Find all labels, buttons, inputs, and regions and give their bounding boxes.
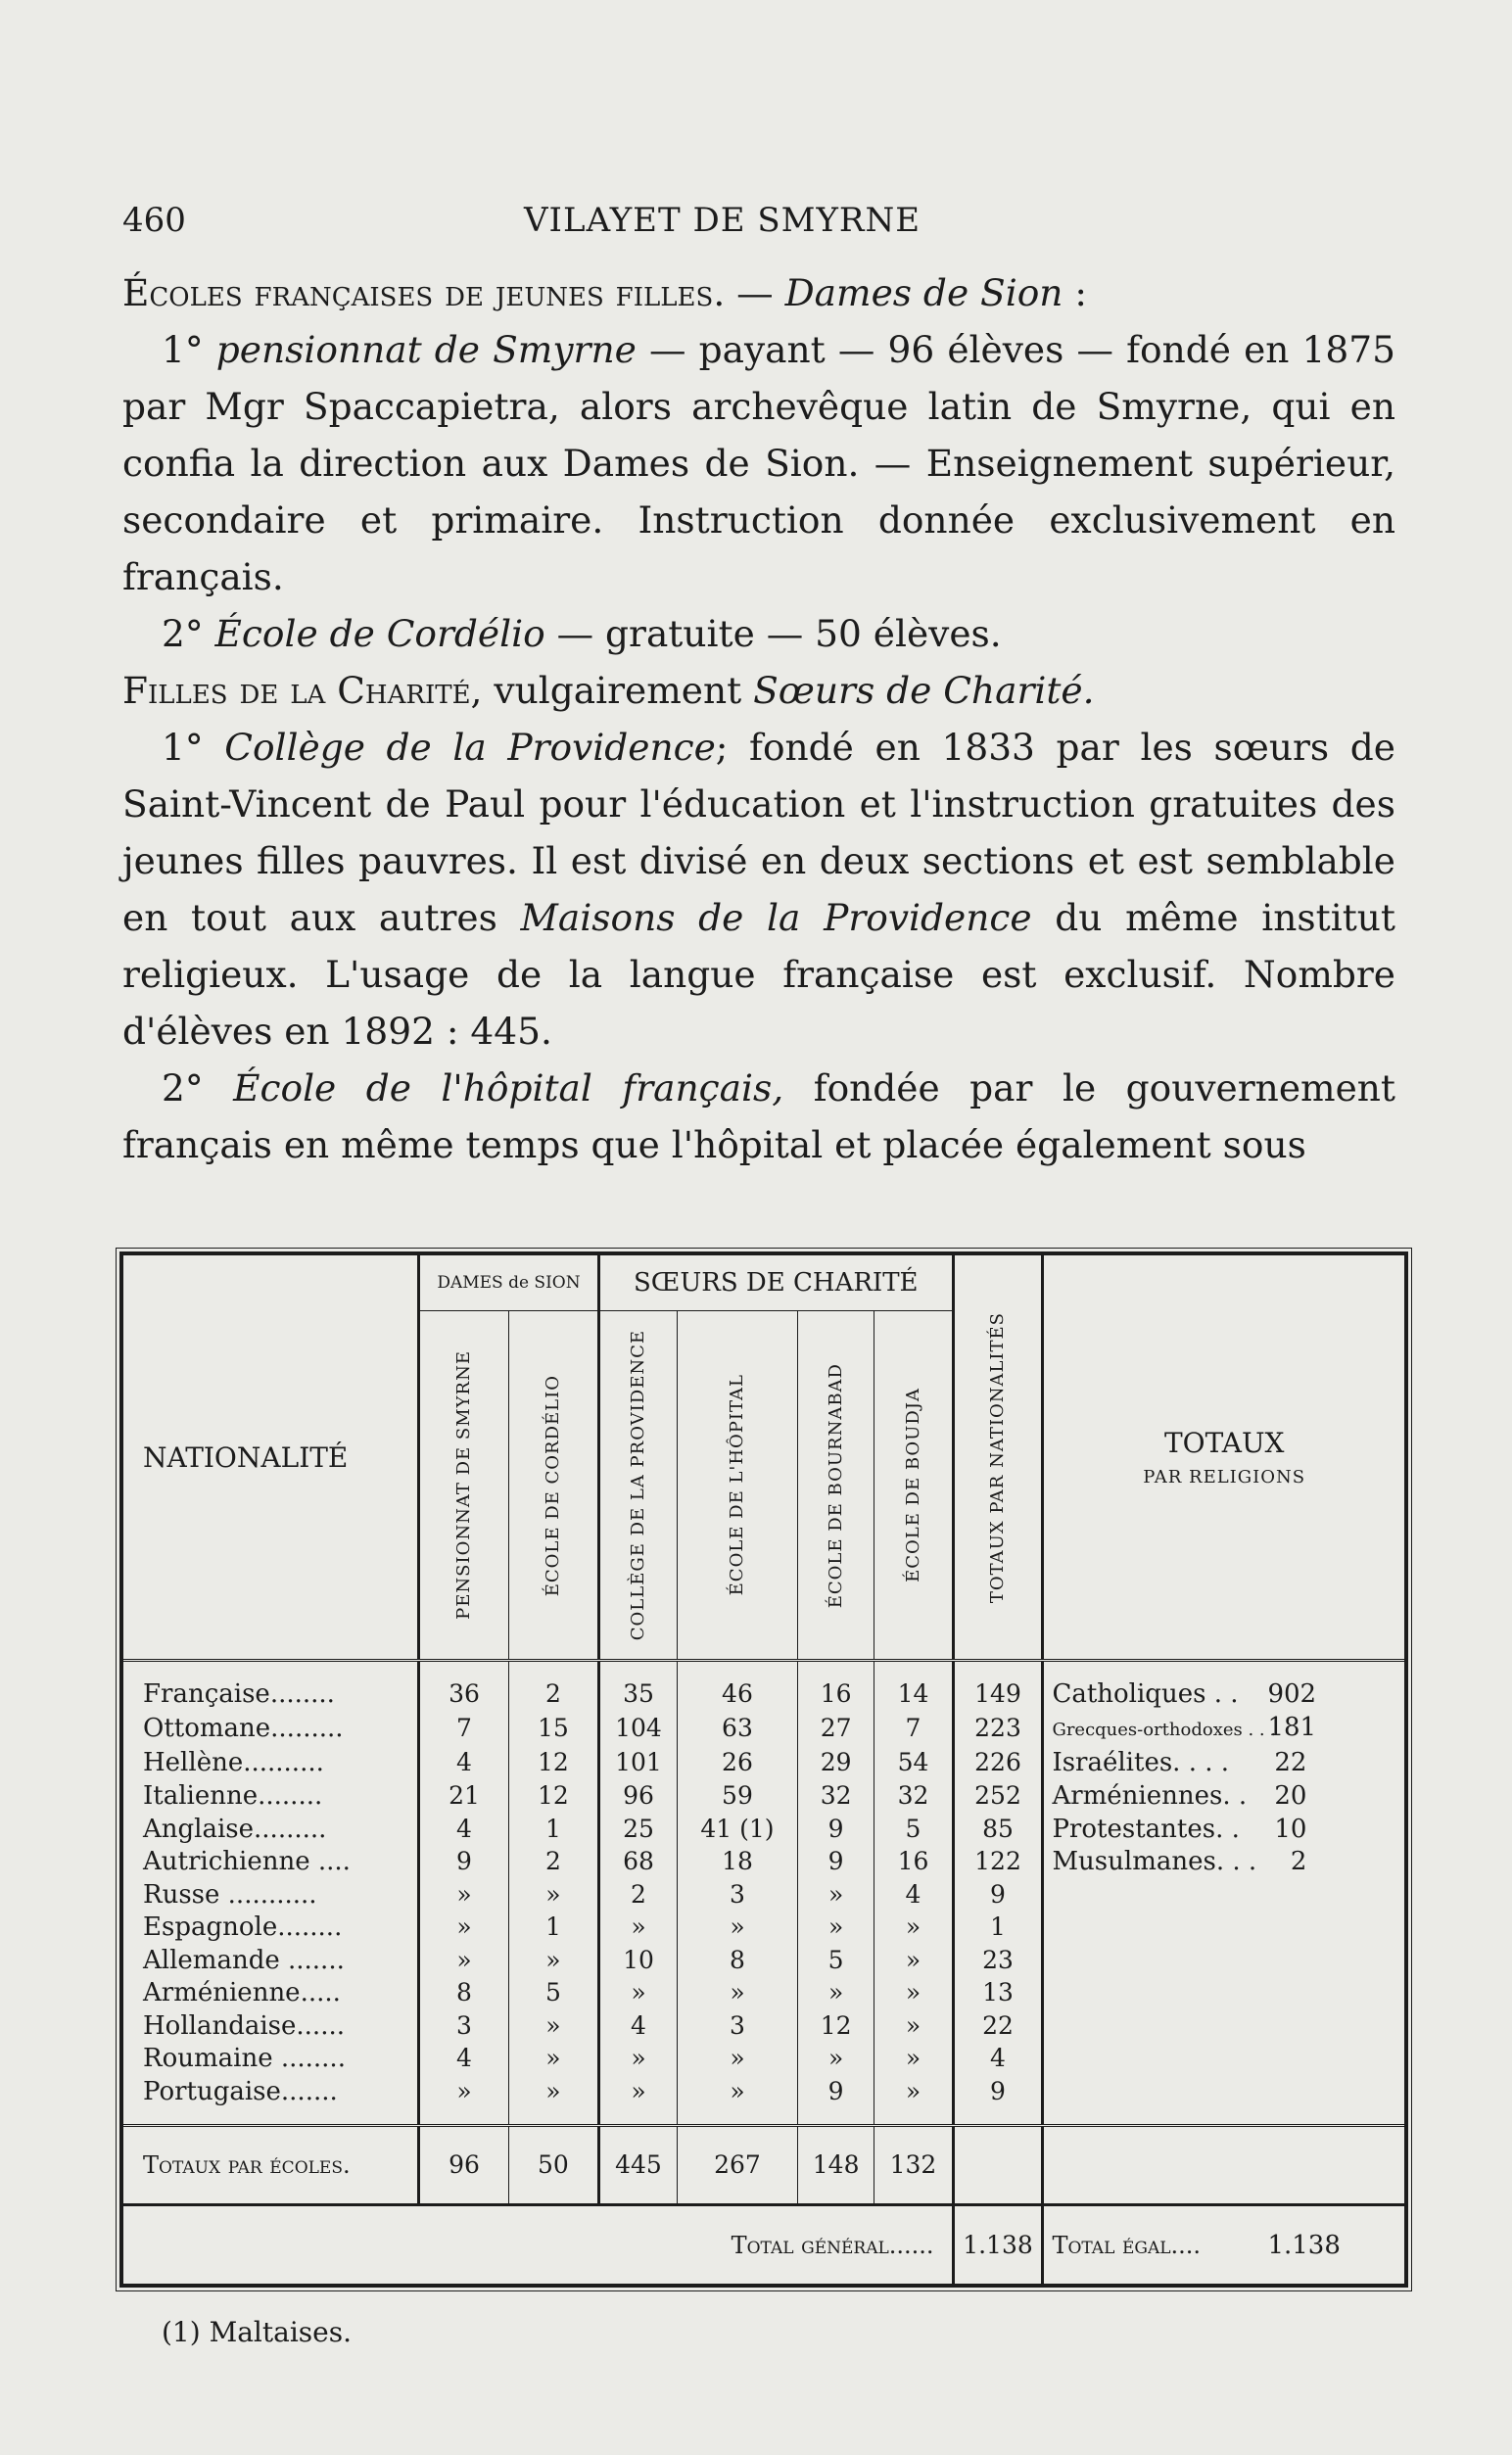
item-number: 2° (162, 612, 204, 655)
religion-cell (1043, 2009, 1404, 2043)
col-header-cordelio: ÉCOLE DE CORDÉLIO (508, 1311, 598, 1661)
statistics-table (123, 1255, 1404, 2284)
value-cell: 15 (508, 1711, 598, 1747)
table-row (123, 1711, 1404, 1747)
religion-cell (1043, 2075, 1404, 2108)
value-cell: 1 (508, 1911, 598, 1944)
value-cell: 5 (797, 1944, 874, 1977)
value-cell: 7 (419, 1711, 509, 1747)
soeurs-de-charite: Sœurs de Charité. (753, 669, 1095, 712)
grand-total-label: Total général...... (123, 2205, 953, 2284)
value-cell: 4 (874, 1878, 953, 1912)
cordelio-text: — gratuite — 50 élèves. (544, 612, 1002, 655)
total-cell: 149 (953, 1677, 1043, 1711)
value-cell: 16 (797, 1677, 874, 1711)
value-cell: 12 (797, 2009, 874, 2043)
total-egal-value: 1.138 (1267, 2230, 1341, 2260)
religion-cell (1043, 1779, 1404, 1813)
religion-value: 22 (1274, 1748, 1307, 1778)
religion-name: Israélites. . . . (1052, 1748, 1230, 1778)
value-cell: » (797, 1911, 874, 1944)
value-cell: 3 (678, 2009, 798, 2043)
nationality-cell: Française........ (143, 1678, 335, 1709)
paragraph-cordelio (122, 605, 1395, 662)
total-egal-cell (1043, 2205, 1404, 2284)
total-cell: 252 (953, 1779, 1043, 1813)
page-number: 460 (122, 201, 186, 240)
col-header-totaux-nationalites: TOTAUX PAR NATIONALITÉS (953, 1255, 1043, 1661)
section-heading-filles: Filles de la Charité, (122, 669, 483, 712)
table-row (123, 1779, 1404, 1813)
table-row (123, 1677, 1404, 1711)
hopital-text: fondée par le gouvernement français en même temps que l'hôpital et placée également sous (122, 1066, 1395, 1166)
total-cell: 122 (953, 1845, 1043, 1878)
total-egal-label: Total égal.... (1052, 2231, 1202, 2259)
value-cell: 9 (797, 1845, 874, 1878)
value-cell: » (598, 1977, 677, 2010)
total-cell: 223 (953, 1711, 1043, 1747)
filles-mid: vulgairement (482, 669, 754, 712)
value-cell: 104 (598, 1711, 677, 1747)
value-cell: 68 (598, 1845, 677, 1878)
table-row (123, 1911, 1404, 1944)
value-cell: 12 (508, 1747, 598, 1780)
totals-label: Totaux par écoles. (123, 2125, 419, 2205)
totaux-religions-header (1043, 1255, 1404, 1661)
paragraph-intro (122, 264, 1395, 321)
value-cell: 18 (678, 1845, 798, 1878)
cordelio-title: École de Cordélio (214, 612, 545, 655)
value-cell: 9 (797, 1813, 874, 1846)
value-cell: 4 (598, 2009, 677, 2043)
body-text (122, 264, 1395, 1173)
nationality-cell: Espagnole........ (143, 1912, 343, 1943)
grand-total-row (123, 2205, 1404, 2284)
value-cell: 10 (598, 1944, 677, 1977)
religion-name: Musulmanes. . . (1052, 1847, 1257, 1877)
value-cell: 27 (797, 1711, 874, 1747)
nationality-cell: Ottomane......... (143, 1714, 344, 1744)
value-cell: » (419, 2075, 509, 2108)
college-text-end: du même institut religieux. L'usage de la langue française est exclusif. Nombre d'élèves en 1892 : 445. (122, 896, 1395, 1053)
religion-name: Catholiques . . (1052, 1678, 1239, 1709)
maisons-providence: Maisons de la Providence (520, 896, 1032, 939)
value-cell: 4 (419, 1813, 509, 1846)
section-heading-ecoles: Écoles françaises de jeunes filles. (122, 271, 726, 314)
spacer-row (123, 1661, 1404, 1677)
value-cell: » (598, 2043, 677, 2076)
col-header-college: COLLÈGE DE LA PROVIDENCE (598, 1311, 677, 1661)
religion-name: Grecques-orthodoxes . . . (1052, 1719, 1277, 1740)
value-cell: » (678, 1977, 798, 2010)
nationality-cell: Anglaise......... (143, 1814, 327, 1844)
table-row (123, 1944, 1404, 1977)
value-cell: 9 (419, 1845, 509, 1878)
totaux-label: TOTAUX (1163, 1427, 1285, 1460)
colon: : (1063, 271, 1088, 314)
value-cell: » (508, 2043, 598, 2076)
religion-value: 20 (1274, 1780, 1307, 1811)
religion-value: 181 (1267, 1712, 1317, 1742)
total-cell: 9 (953, 2075, 1043, 2108)
value-cell: 96 (598, 1779, 677, 1813)
value-cell: » (797, 1977, 874, 2010)
dames-de-sion: Dames de Sion (784, 271, 1063, 314)
nationality-cell: Arménienne..... (143, 1978, 341, 2008)
footnote: (1) Maltaises. (162, 2316, 352, 2348)
total-cell: 4 (953, 2043, 1043, 2076)
dames-de-sion-group-header: DAMES de SION (419, 1255, 599, 1311)
religion-cell (1043, 1677, 1404, 1711)
item-number: 2° (162, 1066, 204, 1109)
value-cell: 46 (678, 1677, 798, 1711)
value-cell: 4 (419, 1747, 509, 1780)
table-row (123, 2075, 1404, 2108)
value-cell: » (874, 1977, 953, 2010)
value-cell: 16 (874, 1845, 953, 1878)
table-row (123, 1845, 1404, 1878)
value-cell: » (678, 2043, 798, 2076)
value-cell: » (797, 2043, 874, 2076)
total-cell: 132 (874, 2125, 953, 2205)
total-cell: 22 (953, 2009, 1043, 2043)
paragraph-filles-charite (122, 662, 1395, 719)
table-row (123, 1878, 1404, 1912)
value-cell: » (874, 2075, 953, 2108)
value-cell: 8 (678, 1944, 798, 1977)
value-cell: 9 (797, 2075, 874, 2108)
total-cell: 13 (953, 1977, 1043, 2010)
item-number: 1° (162, 726, 204, 769)
value-cell: 12 (508, 1779, 598, 1813)
total-cell: 96 (419, 2125, 509, 2205)
value-cell: » (874, 1911, 953, 1944)
value-cell: » (508, 2075, 598, 2108)
pensionnat-title: pensionnat de Smyrne (215, 328, 637, 371)
value-cell: » (419, 1944, 509, 1977)
value-cell: 25 (598, 1813, 677, 1846)
value-cell: 7 (874, 1711, 953, 1747)
nationality-cell: Roumaine ........ (143, 2044, 346, 2074)
religion-cell (1043, 1813, 1404, 1846)
value-cell: 3 (419, 2009, 509, 2043)
value-cell: 35 (598, 1677, 677, 1711)
value-cell: 101 (598, 1747, 677, 1780)
college-text: ; fondé en 1833 par les sœurs de Saint-Vincent de Paul pour l'éducation et l'instruction gratuites des jeunes filles pauvres. Il est divisé en deux sections et est semblable en tout aux autres (122, 726, 1395, 939)
value-cell: » (598, 2075, 677, 2108)
value-cell: 29 (797, 1747, 874, 1780)
religion-cell (1043, 1845, 1404, 1878)
totals-row (123, 2125, 1404, 2205)
religion-cell (1043, 1944, 1404, 1977)
value-cell: » (419, 1878, 509, 1912)
value-cell: 14 (874, 1677, 953, 1711)
paragraph-pensionnat (122, 321, 1395, 605)
value-cell: 59 (678, 1779, 798, 1813)
religion-value: 2 (1290, 1847, 1307, 1877)
value-cell: » (419, 1911, 509, 1944)
total-cell: 50 (508, 2125, 598, 2205)
value-cell: » (508, 2009, 598, 2043)
page-header (122, 201, 1395, 250)
value-cell: » (598, 1911, 677, 1944)
value-cell: 5 (508, 1977, 598, 2010)
nationality-cell: Autrichienne .... (143, 1847, 351, 1877)
value-cell: » (874, 2009, 953, 2043)
pensionnat-text: — payant — 96 élèves — fondé en 1875 par Mgr Spaccapietra, alors archevêque latin de Smyrne, qui en confia la direction aux Dames de Sion. — Enseignement supérieur, secondaire et primaire. Instruction donnée exclusivement en français. (122, 328, 1395, 598)
value-cell: 26 (678, 1747, 798, 1780)
running-title: VILAYET DE SMYRNE (524, 201, 921, 240)
statistics-table-frame (119, 1251, 1408, 2288)
par-religions-label: PAR RELIGIONS (1143, 1467, 1306, 1488)
nationality-cell: Allemande ....... (143, 1945, 345, 1975)
religion-name: Protestantes. . (1052, 1814, 1240, 1844)
spacer-row (123, 2108, 1404, 2125)
value-cell: 8 (419, 1977, 509, 2010)
value-cell: » (797, 1878, 874, 1912)
col-header-hopital: ÉCOLE DE L'HÔPITAL (678, 1311, 798, 1661)
religion-cell (1043, 1747, 1404, 1780)
grand-total-value: 1.138 (953, 2205, 1043, 2284)
table-row (123, 2009, 1404, 2043)
table-row (123, 2043, 1404, 2076)
col-header-pensionnat: PENSIONNAT DE SMYRNE (419, 1311, 509, 1661)
religion-cell (1043, 1977, 1404, 2010)
total-cell: 267 (678, 2125, 798, 2205)
table-row (123, 1977, 1404, 2010)
nationality-cell: Hollandaise...... (143, 2010, 345, 2041)
value-cell: 2 (598, 1878, 677, 1912)
paragraph-hopital (122, 1060, 1395, 1173)
item-number: 1° (162, 328, 204, 371)
value-cell: 5 (874, 1813, 953, 1846)
value-cell: » (508, 1944, 598, 1977)
value-cell: 54 (874, 1747, 953, 1780)
religion-cell (1043, 1711, 1404, 1747)
total-cell: 148 (797, 2125, 874, 2205)
value-cell: 2 (508, 1845, 598, 1878)
total-cell: 1 (953, 1911, 1043, 1944)
col-header-bournabad: ÉCOLE DE BOURNABAD (797, 1311, 874, 1661)
value-cell: 4 (419, 2043, 509, 2076)
value-cell: 3 (678, 1878, 798, 1912)
total-cell: 85 (953, 1813, 1043, 1846)
religion-cell (1043, 1878, 1404, 1912)
paragraph-college (122, 719, 1395, 1060)
nationality-cell: Portugaise....... (143, 2077, 338, 2106)
college-title: Collège de la Providence (224, 726, 716, 769)
nationality-cell: Italienne........ (143, 1780, 323, 1811)
nationalite-header: NATIONALITÉ (123, 1255, 419, 1661)
value-cell: 36 (419, 1677, 509, 1711)
value-cell: 41 (1) (678, 1813, 798, 1846)
nationality-cell: Russe ........... (143, 1879, 317, 1910)
religion-value: 902 (1267, 1678, 1317, 1709)
total-cell: 226 (953, 1747, 1043, 1780)
value-cell: » (508, 1878, 598, 1912)
religion-name: Arméniennes. . (1052, 1780, 1248, 1811)
value-cell: 21 (419, 1779, 509, 1813)
total-cell: 23 (953, 1944, 1043, 1977)
value-cell: 2 (508, 1677, 598, 1711)
total-cell: 445 (598, 2125, 677, 2205)
value-cell: » (678, 2075, 798, 2108)
col-header-boudja: ÉCOLE DE BOUDJA (874, 1311, 953, 1661)
table-row (123, 1813, 1404, 1846)
value-cell: 32 (874, 1779, 953, 1813)
soeurs-de-charite-group-header: SŒURS DE CHARITÉ (598, 1255, 953, 1311)
value-cell: » (874, 2043, 953, 2076)
hopital-title: École de l'hôpital français, (233, 1066, 784, 1109)
total-cell: 9 (953, 1878, 1043, 1912)
table-row (123, 1747, 1404, 1780)
value-cell: » (678, 1911, 798, 1944)
value-cell: 1 (508, 1813, 598, 1846)
value-cell: 32 (797, 1779, 874, 1813)
religion-cell (1043, 1911, 1404, 1944)
dash: — (725, 271, 785, 314)
religion-cell (1043, 2043, 1404, 2076)
value-cell: 63 (678, 1711, 798, 1747)
value-cell: » (874, 1944, 953, 1977)
nationality-cell: Hellène.......... (143, 1748, 324, 1778)
religion-value: 10 (1274, 1814, 1307, 1844)
